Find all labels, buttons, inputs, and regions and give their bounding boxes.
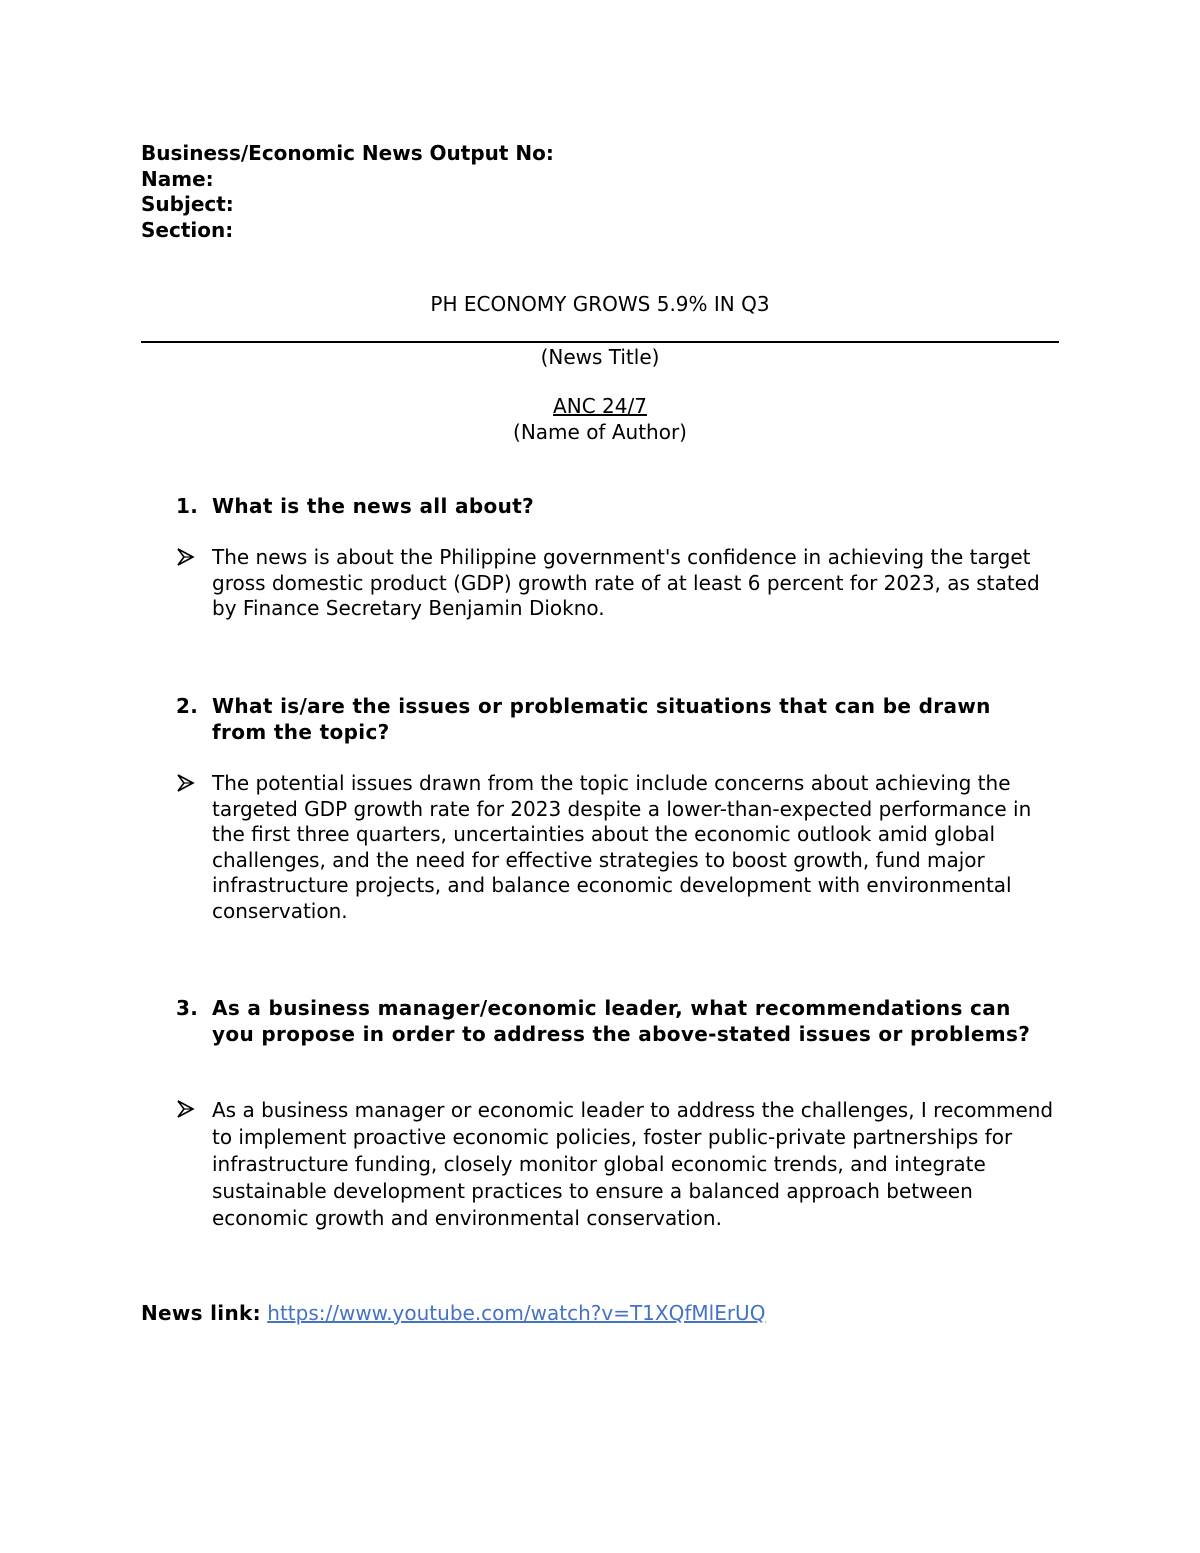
- answer-1: [176, 545, 1056, 622]
- news-link-label: News link:: [141, 1301, 261, 1325]
- subject-label: Subject:: [141, 192, 234, 216]
- question-3: [176, 996, 1046, 1047]
- name-label: Name:: [141, 166, 214, 191]
- arrowhead-bullet-icon: [176, 772, 196, 794]
- question-number: 1.: [176, 494, 199, 518]
- arrowhead-bullet-icon: [176, 546, 196, 568]
- output-no-label: Business/Economic News Output No:: [141, 141, 554, 165]
- arrowhead-bullet-icon: [176, 1098, 196, 1120]
- document-header: [141, 141, 554, 243]
- news-title-caption: (News Title): [540, 345, 660, 369]
- news-title: PH ECONOMY GROWS 5.9% IN Q3: [430, 292, 770, 316]
- news-author: ANC 24/7: [553, 394, 647, 418]
- question-2: [176, 694, 1046, 745]
- answer-2: [176, 771, 1056, 924]
- question-text: What is/are the issues or problematic situations that can be drawn from the topic?: [212, 694, 991, 744]
- news-link-url[interactable]: https://www.youtube.com/watch?v=T1XQfMlErUQ: [267, 1301, 766, 1325]
- answer-text: The potential issues drawn from the topic include concerns about achieving the targeted GDP growth rate for 2023 despite a lower-than-expected performance in the first three quarters, uncertainties about the economic outlook amid global challenges, and the need for effective strategies to boost growth, fund major infrastructure projects, and balance economic development with environmental conservation.: [212, 771, 1032, 923]
- question-number: 3.: [176, 996, 199, 1020]
- title-underline: [141, 341, 1059, 343]
- question-text: As a business manager/economic leader, what recommendations can you propose in order to address the above-stated issues or problems?: [212, 996, 1031, 1046]
- question-text: What is the news all about?: [212, 494, 535, 518]
- news-author-caption: (Name of Author): [513, 420, 687, 444]
- question-number: 2.: [176, 694, 199, 718]
- answer-text: As a business manager or economic leader to address the challenges, I recommend to implement proactive economic policies, foster public-private partnerships for infrastructure funding, closely monitor global economic trends, and integrate sustainable development practices to ensure a balanced approach between economic growth and environmental conservation.: [212, 1098, 1054, 1230]
- answer-3: [176, 1097, 1056, 1232]
- news-link-line: [141, 1301, 765, 1325]
- answer-text: The news is about the Philippine government's confidence in achieving the target gross domestic product (GDP) growth rate of at least 6 percent for 2023, as stated by Finance Secretary Benjamin Diokno.: [212, 545, 1040, 620]
- section-label: Section:: [141, 217, 234, 242]
- question-1: [176, 494, 1046, 520]
